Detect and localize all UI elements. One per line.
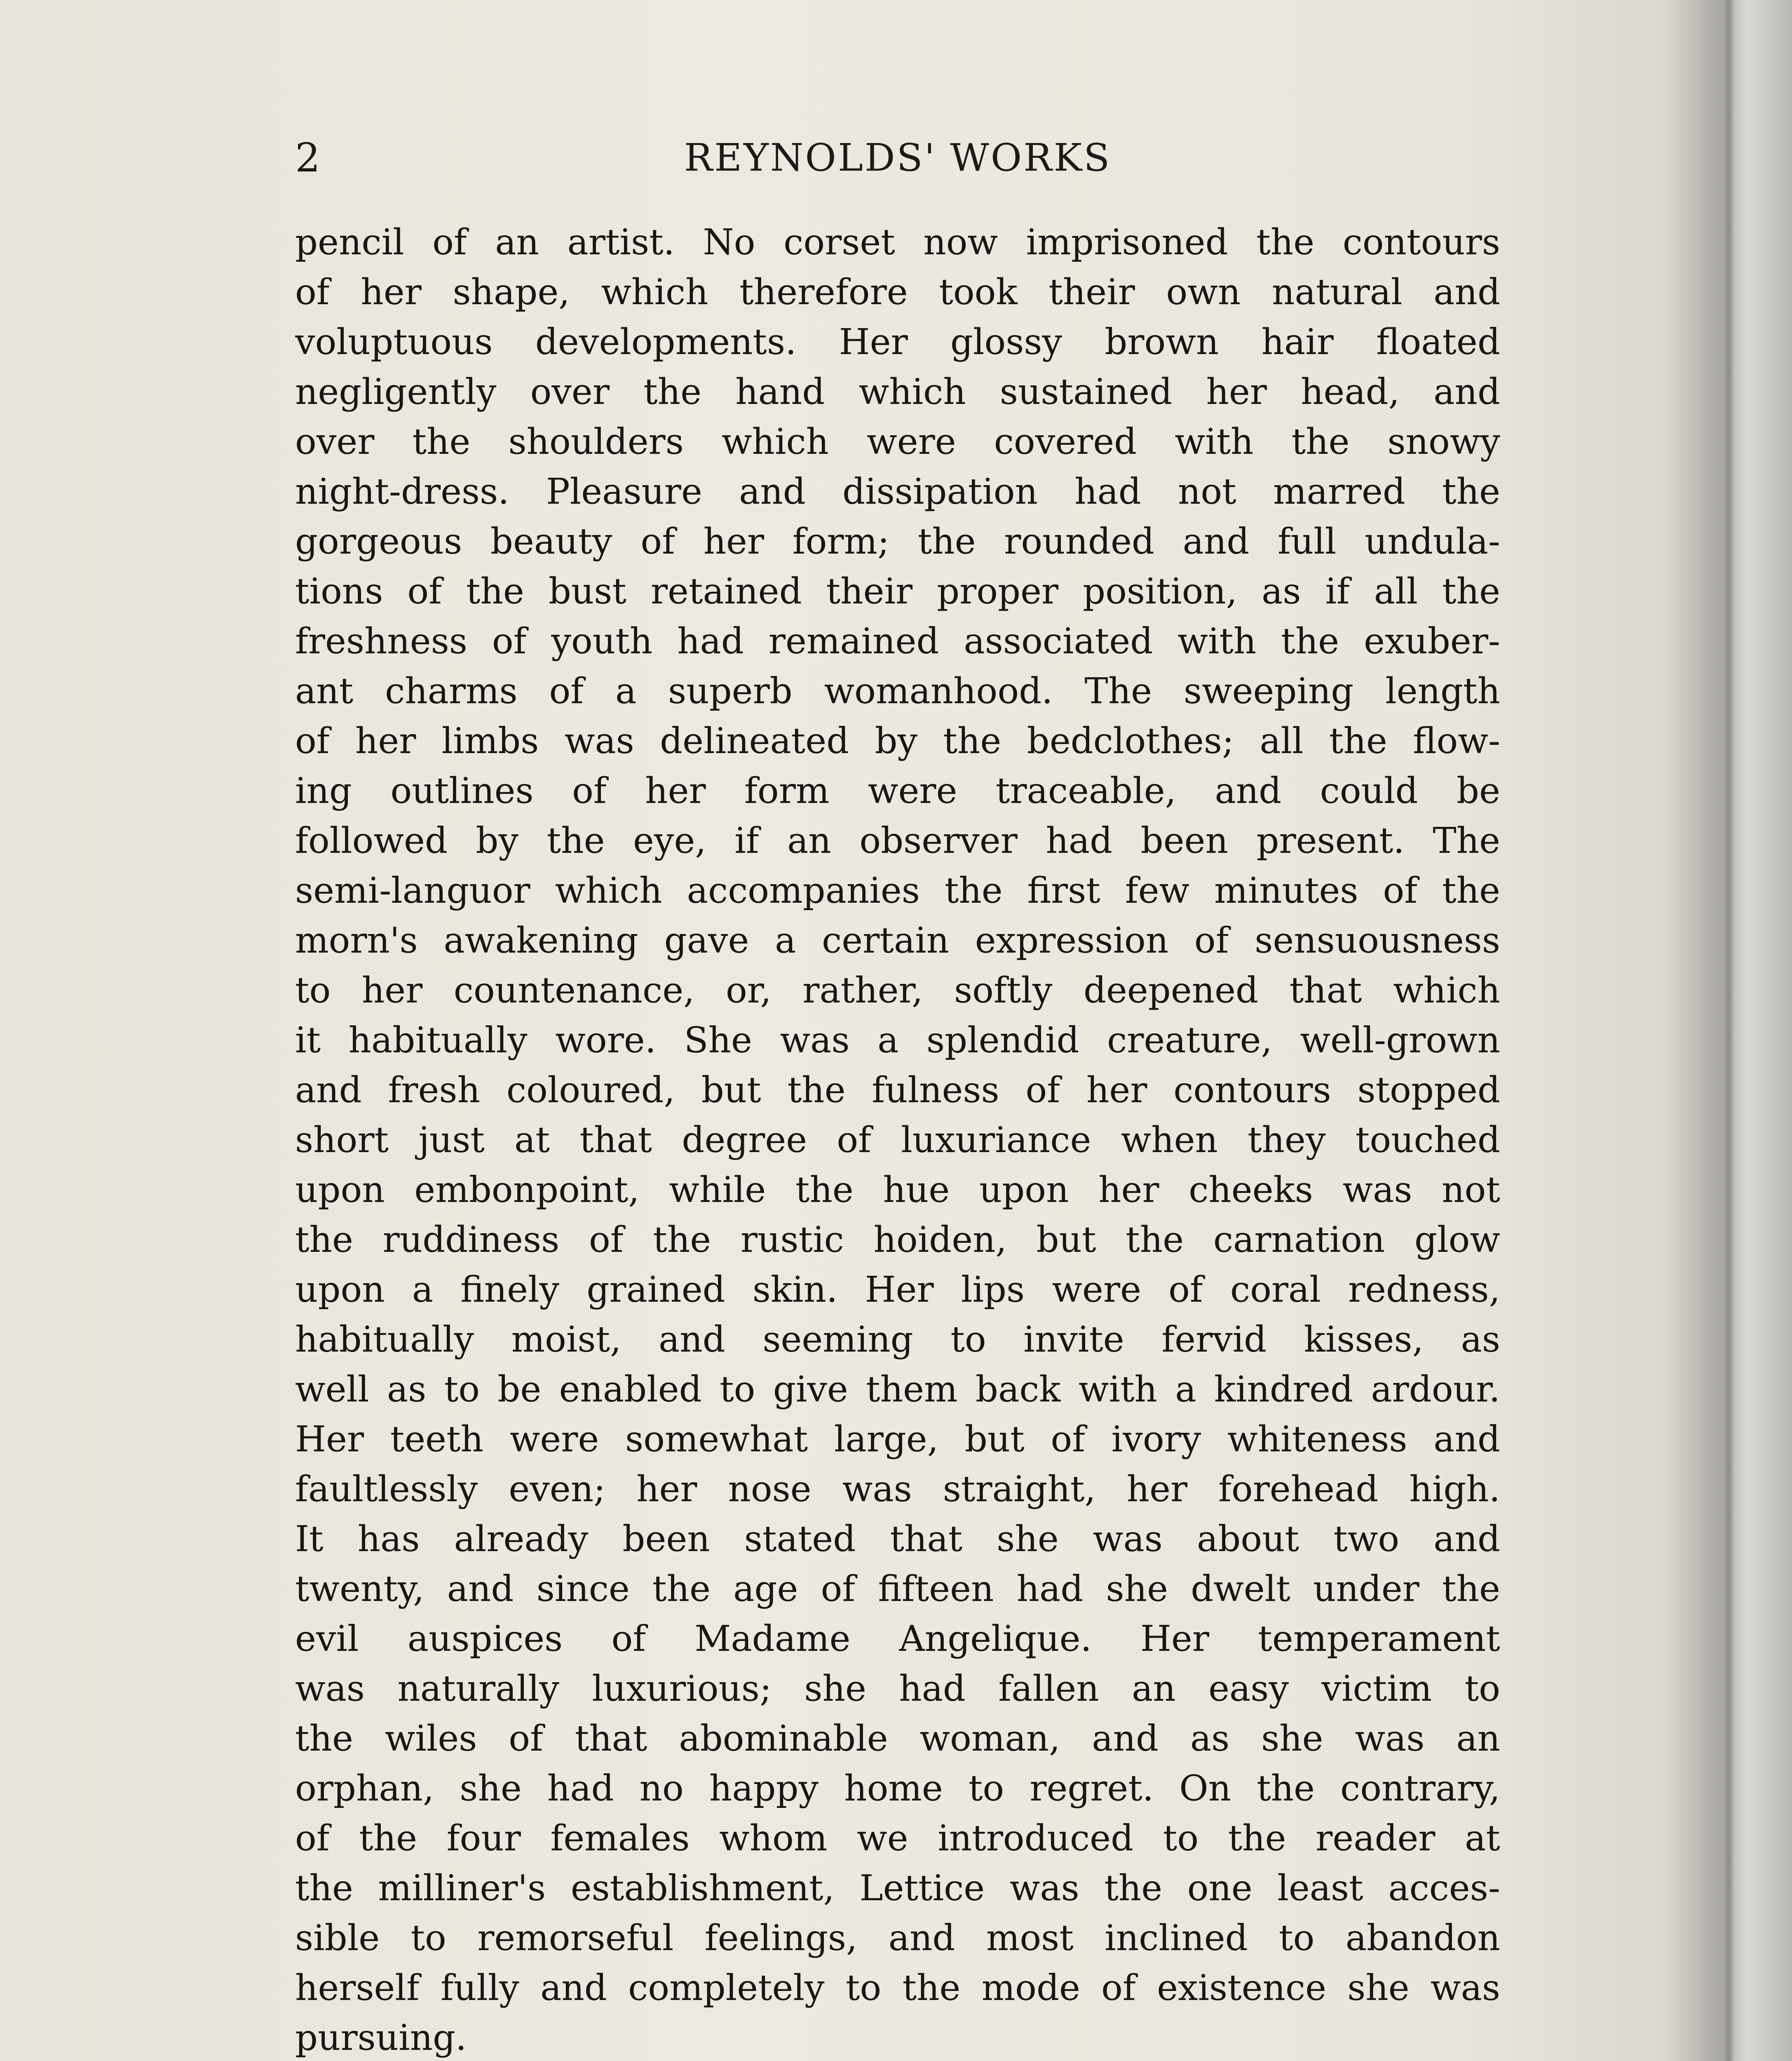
text-line: pencil of an artist. No corset now imprisoned the contours [295,222,1500,263]
text-line: it habitually wore. She was a splendid creature, well-grown [295,1020,1500,1061]
text-line: It has already been stated that she was about two and [295,1519,1500,1560]
text-line: and fresh coloured, but the fulness of her contours stopped [295,1070,1500,1111]
text-line: pursuing. [295,2017,467,2059]
text-line: of her limbs was delineated by the bedclothes; all the flow- [295,721,1500,762]
text-line: sible to remorseful feelings, and most inclined to abandon [295,1918,1500,1959]
page-header [295,131,1500,193]
text-line: the milliner's establishment, Lettice was the one least acces- [295,1868,1500,1909]
text-line: semi-languor which accompanies the first few minutes of the [295,870,1500,911]
body-text [295,218,1500,2061]
text-line: followed by the eye, if an observer had been present. The [295,820,1500,861]
text-line: habitually moist, and seeming to invite fervid kisses, as [295,1319,1500,1360]
text-line: the wiles of that abominable woman, and as she was an [295,1718,1500,1759]
text-line: morn's awakening gave a certain expression of sensuousness [295,920,1500,961]
text-line: orphan, she had no happy home to regret. On the contrary, [295,1768,1500,1809]
text-line: Her teeth were somewhat large, but of ivory whiteness and [295,1419,1500,1460]
text-line: gorgeous beauty of her form; the rounded and full undula- [295,521,1500,562]
text-line: over the shoulders which were covered with the snowy [295,421,1500,462]
running-head: REYNOLDS' WORKS [684,136,1112,180]
text-line: upon embonpoint, while the hue upon her cheeks was not [295,1169,1500,1211]
text-line: ing outlines of her form were traceable, and could be [295,770,1500,812]
text-line: tions of the bust retained their proper position, as if all the [295,571,1500,612]
text-line: night-dress. Pleasure and dissipation had not marred the [295,471,1500,512]
text-line: negligently over the hand which sustained her head, and [295,371,1500,413]
page-number: 2 [295,135,321,181]
text-line: evil auspices of Madame Angelique. Her temperament [295,1618,1500,1660]
text-line: the ruddiness of the rustic hoiden, but the carnation glow [295,1219,1500,1261]
text-line: short just at that degree of luxuriance when they touched [295,1120,1500,1161]
text-line: to her countenance, or, rather, softly deepened that which [295,970,1500,1011]
text-line: ant charms of a superb womanhood. The sweeping length [295,671,1500,712]
text-line: twenty, and since the age of fifteen had she dwelt under the [295,1568,1500,1610]
text-line: faultlessly even; her nose was straight, her forehead high. [295,1469,1500,1510]
text-line: was naturally luxurious; she had fallen an easy victim to [295,1668,1500,1709]
text-line: upon a finely grained skin. Her lips were of coral redness, [295,1269,1500,1310]
text-line: well as to be enabled to give them back with a kindred ardour. [295,1369,1500,1410]
text-line: of the four females whom we introduced to the reader at [295,1818,1500,1859]
page-edge-shadow [1723,0,1735,2061]
text-line: freshness of youth had remained associated with the exuber- [295,621,1500,662]
text-line: herself fully and completely to the mode of existence she was [295,1967,1500,2009]
text-line: voluptuous developments. Her glossy brown hair floated [295,322,1500,363]
text-line: of her shape, which therefore took their own natural and [295,272,1500,313]
